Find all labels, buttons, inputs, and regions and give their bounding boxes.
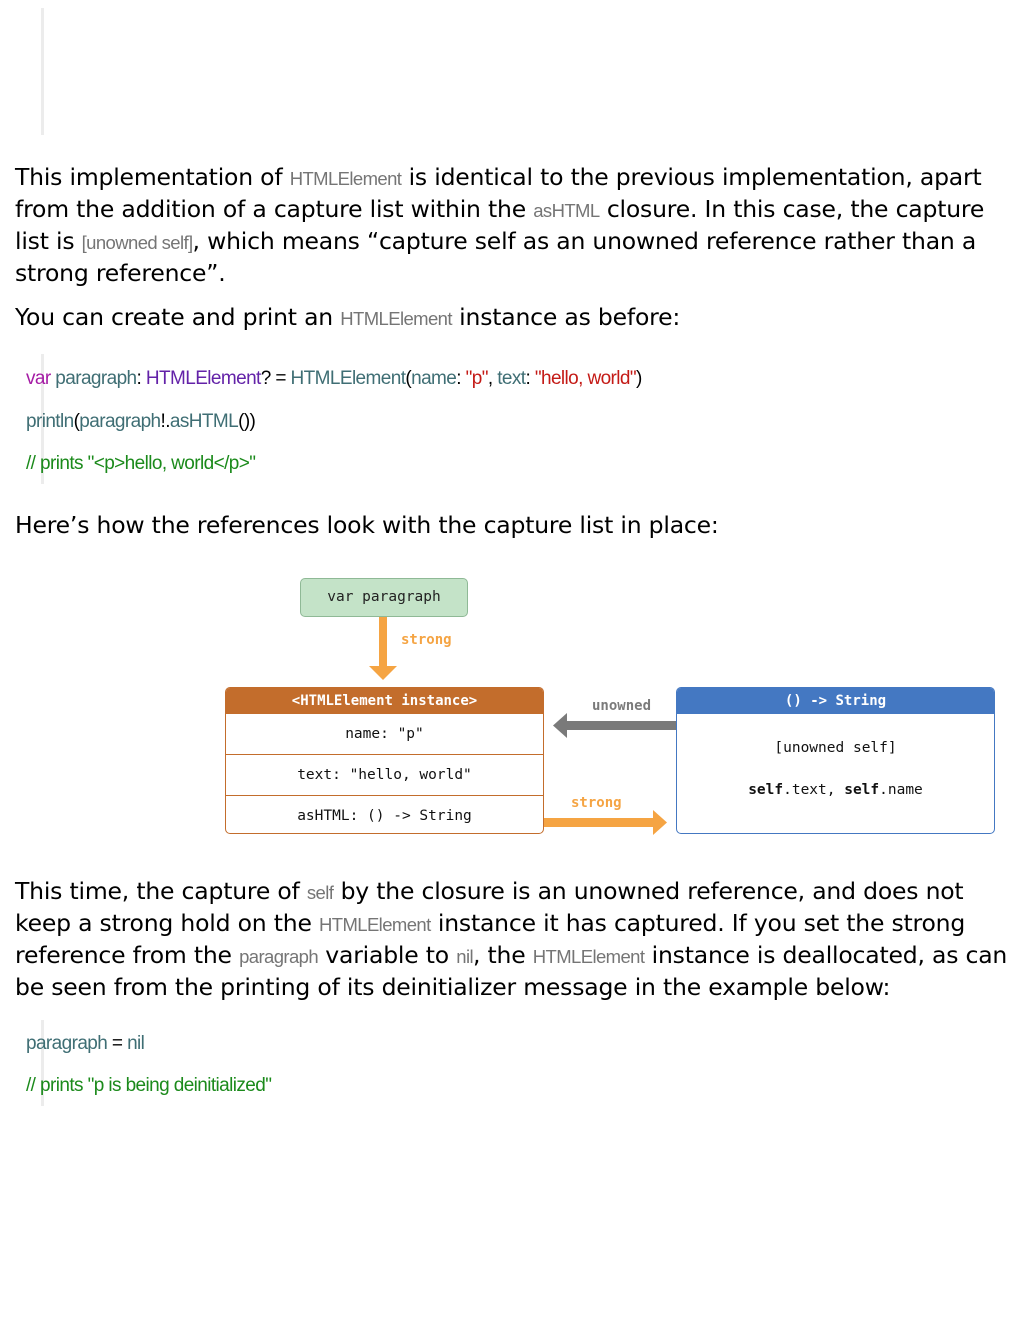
closure-body: self.text, self.name bbox=[748, 782, 923, 798]
references-paragraph bbox=[15, 510, 1020, 540]
strong-down-label: strong bbox=[401, 632, 452, 648]
strong-down-arrow-shaft bbox=[379, 617, 387, 667]
unowned-arrow-head bbox=[553, 713, 567, 738]
references-text: Here’s how the references look with the capture list in place: bbox=[15, 511, 719, 539]
inline-code-self: self bbox=[306, 882, 334, 903]
intro-text-1: This implementation of bbox=[15, 163, 290, 191]
closure-header: () -> String bbox=[677, 688, 994, 714]
instance-row-text: text: "hello, world" bbox=[226, 754, 543, 795]
code-line: println(paragraph!.asHTML()) bbox=[26, 411, 256, 432]
code-line: // prints "p is being deinitialized" bbox=[26, 1075, 272, 1096]
code-line: paragraph = nil bbox=[26, 1033, 145, 1054]
reference-diagram bbox=[0, 570, 1024, 840]
instance-row-ashtml: asHTML: () -> String bbox=[226, 795, 543, 834]
strong-down-arrow-head bbox=[369, 666, 397, 680]
intro-paragraph bbox=[15, 162, 1020, 288]
inline-code-htmlelement: HTMLElement bbox=[340, 308, 452, 329]
create-text-2: instance as before: bbox=[451, 303, 681, 331]
htmlelement-instance-box bbox=[225, 687, 544, 834]
code-line: // prints "<p>hello, world</p>" bbox=[26, 453, 256, 474]
inline-code-nil: nil bbox=[456, 946, 473, 967]
create-text-1: You can create and print an bbox=[15, 303, 341, 331]
closure-box bbox=[676, 687, 995, 834]
top-quote-rule bbox=[41, 8, 44, 135]
inline-code-ashtml: asHTML bbox=[533, 200, 600, 221]
intro-text-4: , which means “capture self as an unowned reference rather than a strong reference”. bbox=[15, 227, 977, 287]
code-line: var paragraph: HTMLElement? = HTMLElement(name: "p", text: "hello, world") bbox=[26, 368, 642, 389]
after-paragraph: This time, the capture of self by the closure is an unowned reference, and does not keep a strong hold on the HTMLElement instance it has captured. If you set the strong reference from the paragraph variable to nil, the HTMLElement instance is deallocated, as can be seen from the printing of its deinitializer message in the example below: bbox=[15, 877, 1008, 1001]
var-paragraph-box: var paragraph bbox=[300, 578, 468, 617]
intro-text-3: closure. In this case, the capture list is bbox=[15, 195, 985, 255]
create-paragraph bbox=[15, 302, 1020, 334]
inline-code-htmlelement: HTMLElement bbox=[318, 914, 431, 935]
instance-row-name: name: "p" bbox=[345, 726, 424, 742]
inline-code-paragraph: paragraph bbox=[239, 946, 319, 967]
inline-code-htmlelement: HTMLElement bbox=[532, 946, 645, 967]
closure-capture-list: [unowned self] bbox=[774, 740, 897, 756]
inline-code-unowned-self: [unowned self] bbox=[81, 232, 193, 253]
strong-right-label: strong bbox=[571, 795, 622, 811]
unowned-arrow-shaft bbox=[566, 721, 676, 730]
unowned-label: unowned bbox=[592, 698, 652, 714]
intro-text-2: is identical to the previous implementation, apart from the addition of a capture list within the bbox=[15, 163, 982, 223]
inline-code-htmlelement: HTMLElement bbox=[289, 168, 402, 189]
instance-header: <HTMLElement instance> bbox=[226, 688, 543, 714]
strong-right-arrow-head bbox=[653, 810, 667, 835]
strong-right-arrow-shaft bbox=[543, 818, 655, 827]
